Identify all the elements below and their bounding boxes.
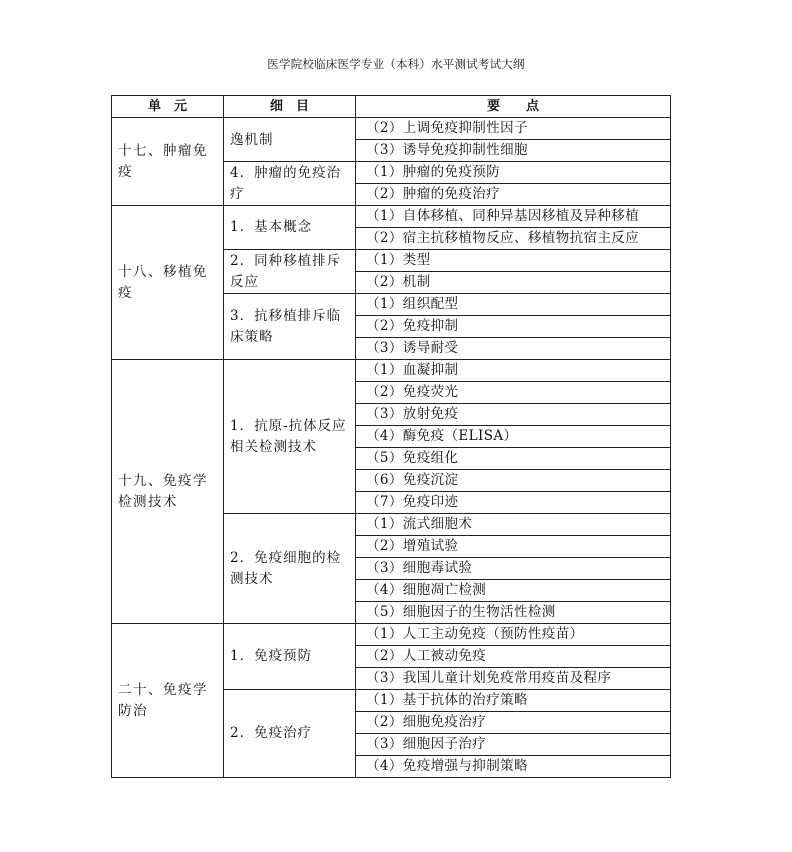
point-cell: （7）免疫印迹 [356,492,671,514]
point-cell: （2）肿瘤的免疫治疗 [356,184,671,206]
point-cell: （1）肿瘤的免疫预防 [356,162,671,184]
point-cell: （2）细胞免疫治疗 [356,712,671,734]
point-cell: （1）基于抗体的治疗策略 [356,690,671,712]
point-cell: （3）放射免疫 [356,404,671,426]
unit-cell: 十八、移植免疫 [112,206,224,360]
point-cell: （5）细胞因子的生物活性检测 [356,602,671,624]
table-header-row [112,96,671,118]
unit-cell: 十七、肿瘤免疫 [112,118,224,206]
syllabus-table [111,95,671,778]
point-cell: （1）类型 [356,250,671,272]
detail-cell: 1．基本概念 [224,206,356,250]
page-title: 医学院校临床医学专业（本科）水平测试考试大纲 [267,57,525,71]
detail-cell: 逸机制 [224,118,356,162]
point-cell: （3）诱导耐受 [356,338,671,360]
point-cell: （2）宿主抗移植物反应、移植物抗宿主反应 [356,228,671,250]
table-row [112,360,671,382]
point-cell: （4）免疫增强与抑制策略 [356,756,671,778]
point-cell: （1）流式细胞术 [356,514,671,536]
point-cell: （4）酶免疫（ELISA） [356,426,671,448]
detail-cell: 1．抗原-抗体反应相关检测技术 [224,360,356,514]
header-detail: 细 目 [224,96,356,118]
point-cell: （4）细胞凋亡检测 [356,580,671,602]
header-unit: 单 元 [112,96,224,118]
unit-cell: 十九、免疫学检测技术 [112,360,224,624]
point-cell: （2）上调免疫抑制性因子 [356,118,671,140]
point-cell: （2）免疫抑制 [356,316,671,338]
unit-cell: 二十、免疫学防治 [112,624,224,778]
header-point: 要 点 [356,96,671,118]
table-row [112,118,671,140]
point-cell: （1）自体移植、同种异基因移植及异种移植 [356,206,671,228]
detail-cell: 1．免疫预防 [224,624,356,690]
point-cell: （2）机制 [356,272,671,294]
point-cell: （2）增殖试验 [356,536,671,558]
point-cell: （1）人工主动免疫（预防性疫苗） [356,624,671,646]
point-cell: （3）细胞毒试验 [356,558,671,580]
point-cell: （6）免疫沉淀 [356,470,671,492]
point-cell: （3）我国儿童计划免疫常用疫苗及程序 [356,668,671,690]
point-cell: （2）免疫荧光 [356,382,671,404]
point-cell: （1）血凝抑制 [356,360,671,382]
table-row [112,624,671,646]
detail-cell: 4．肿瘤的免疫治疗 [224,162,356,206]
point-cell: （1）组织配型 [356,294,671,316]
detail-cell: 2．同种移植排斥反应 [224,250,356,294]
detail-cell: 2．免疫细胞的检测技术 [224,514,356,624]
table-row [112,206,671,228]
point-cell: （3）细胞因子治疗 [356,734,671,756]
point-cell: （2）人工被动免疫 [356,646,671,668]
point-cell: （5）免疫组化 [356,448,671,470]
point-cell: （3）诱导免疫抑制性细胞 [356,140,671,162]
table-body [112,118,671,778]
detail-cell: 3．抗移植排斥临床策略 [224,294,356,360]
detail-cell: 2．免疫治疗 [224,690,356,778]
